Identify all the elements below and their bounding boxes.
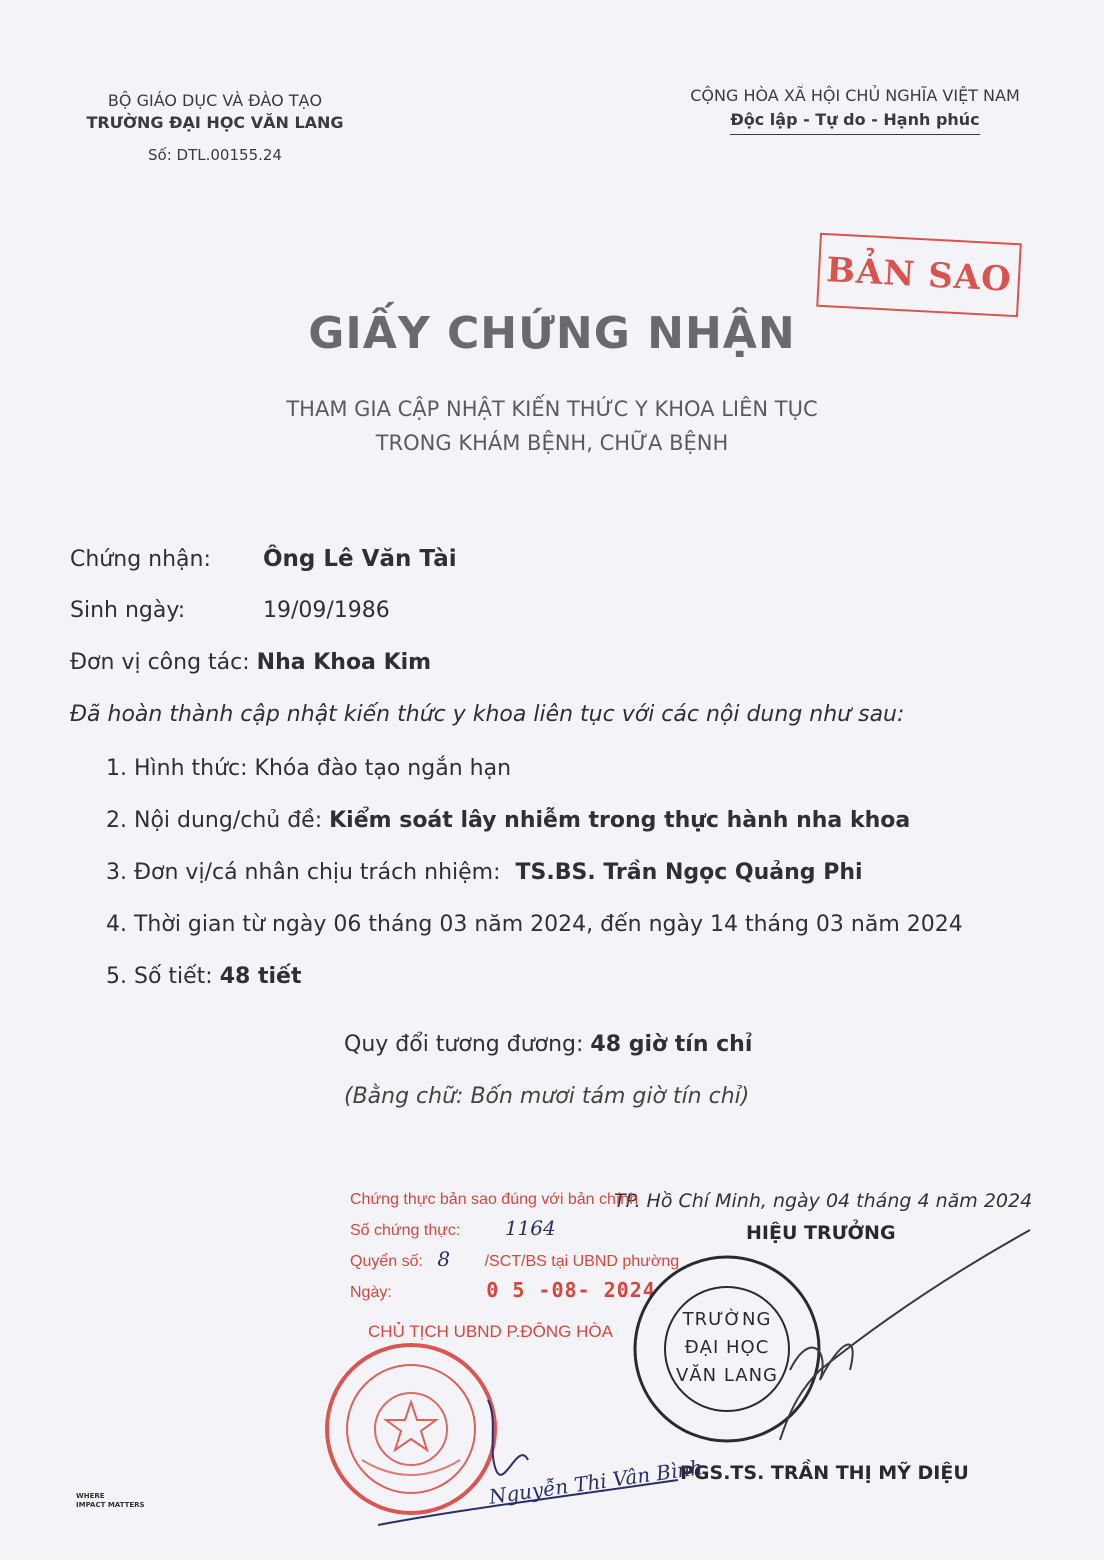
principal-signature-icon	[700, 1220, 1040, 1460]
item-label: 5. Số tiết:	[106, 964, 213, 989]
subtitle-line-1: THAM GIA CẬP NHẬT KIẾN THỨC Y KHOA LIÊN TỤC	[286, 397, 818, 421]
date-label: Ngày:	[350, 1284, 392, 1301]
issuer-header	[60, 90, 370, 166]
document-number: Số: DTL.00155.24	[148, 146, 282, 164]
certify-value: Ông Lê Văn Tài	[263, 546, 457, 572]
book-suffix: /SCT/BS tại UBND phường	[484, 1253, 680, 1270]
ward-signer-signature: Nguyễn Thị Vân Bình	[487, 1455, 705, 1509]
dob-value: 19/09/1986	[263, 598, 390, 623]
item-responsible	[106, 860, 863, 885]
ward-chair: CHỦ TỊCH UBND P.ĐÔNG HÒA	[368, 1322, 613, 1341]
equivalent-words: (Bằng chữ: Bốn mươi tám giờ tín chỉ)	[344, 1084, 750, 1109]
place-date: TP. Hồ Chí Minh, ngày 04 tháng 4 năm 2024	[614, 1190, 1033, 1212]
certification-number: 1164	[504, 1216, 556, 1240]
signer-name: PGS.TS. TRẦN THỊ MỸ DIỆU	[680, 1462, 969, 1484]
item-value: TS.BS. Trần Ngọc Quảng Phi	[515, 860, 863, 885]
certify-row	[70, 546, 457, 572]
certificate-title: GIẤY CHỨNG NHẬN	[308, 308, 796, 359]
ministry-name: BỘ GIÁO DỤC VÀ ĐÀO TẠO	[107, 91, 323, 110]
certification-line-1: Chứng thực bản sao đúng với bản chính	[350, 1191, 639, 1208]
unit-label: Đơn vị công tác:	[70, 650, 250, 675]
item-periods-count	[106, 964, 302, 989]
book-number: 8	[437, 1247, 451, 1271]
footer-line-1: WHERE	[76, 1492, 105, 1500]
unit-value: Nha Khoa Kim	[256, 650, 432, 675]
item-label: 4. Thời gian từ ngày 06 tháng 03 năm 2024, đến ngày 14 tháng 03 năm 2024	[106, 912, 963, 937]
completed-statement: Đã hoàn thành cập nhật kiến thức y khoa liên tục với các nội dung như sau:	[70, 702, 905, 727]
certify-label: Chứng nhận:	[70, 547, 211, 572]
item-label: 3. Đơn vị/cá nhân chịu trách nhiệm:	[106, 860, 501, 885]
subtitle-line-2: TRONG KHÁM BỆNH, CHỮA BỆNH	[375, 431, 729, 455]
footer-slogan	[76, 1492, 145, 1510]
national-motto: Độc lập - Tự do - Hạnh phúc	[730, 108, 979, 135]
unit-row	[70, 650, 431, 675]
republic-name: CỘNG HÒA XÃ HỘI CHỦ NGHĨA VIỆT NAM	[690, 86, 1020, 105]
certificate-subtitle	[0, 392, 1104, 460]
item-content	[106, 808, 910, 833]
seal-line-2: ĐẠI HỌC	[684, 1337, 770, 1358]
item-period	[106, 912, 963, 937]
book-number-label: Quyển số:	[350, 1253, 423, 1270]
item-value: Khóa đào tạo ngắn hạn	[254, 756, 512, 781]
dob-label: Sinh ngày:	[70, 598, 186, 623]
item-label: 1. Hình thức:	[106, 756, 248, 781]
item-label: 2. Nội dung/chủ đề:	[106, 808, 323, 833]
copy-stamp: BẢN SAO	[816, 233, 1022, 317]
equivalent-label: Quy đổi tương đương:	[344, 1032, 584, 1057]
certification-date: 0 5 -08- 2024	[486, 1278, 656, 1302]
certification-line-2	[350, 1214, 679, 1245]
item-value: Kiểm soát lây nhiễm trong thực hành nha khoa	[329, 808, 911, 833]
certification-number-label: Số chứng thực:	[350, 1222, 461, 1239]
footer-line-2: IMPACT MATTERS	[76, 1501, 145, 1509]
seal-line-1: TRƯỜNG	[682, 1309, 772, 1330]
university-name: TRƯỜNG ĐẠI HỌC VĂN LANG	[86, 113, 344, 132]
equivalent-value: 48 giờ tín chỉ	[590, 1032, 753, 1057]
republic-header	[660, 84, 1050, 135]
equivalent-row	[344, 1032, 752, 1057]
seal-line-3: VĂN LANG	[676, 1365, 778, 1386]
item-form	[106, 756, 511, 781]
dob-row	[70, 598, 390, 623]
signer-role: HIỆU TRƯỞNG	[746, 1222, 896, 1244]
item-value: 48 tiết	[219, 964, 302, 989]
